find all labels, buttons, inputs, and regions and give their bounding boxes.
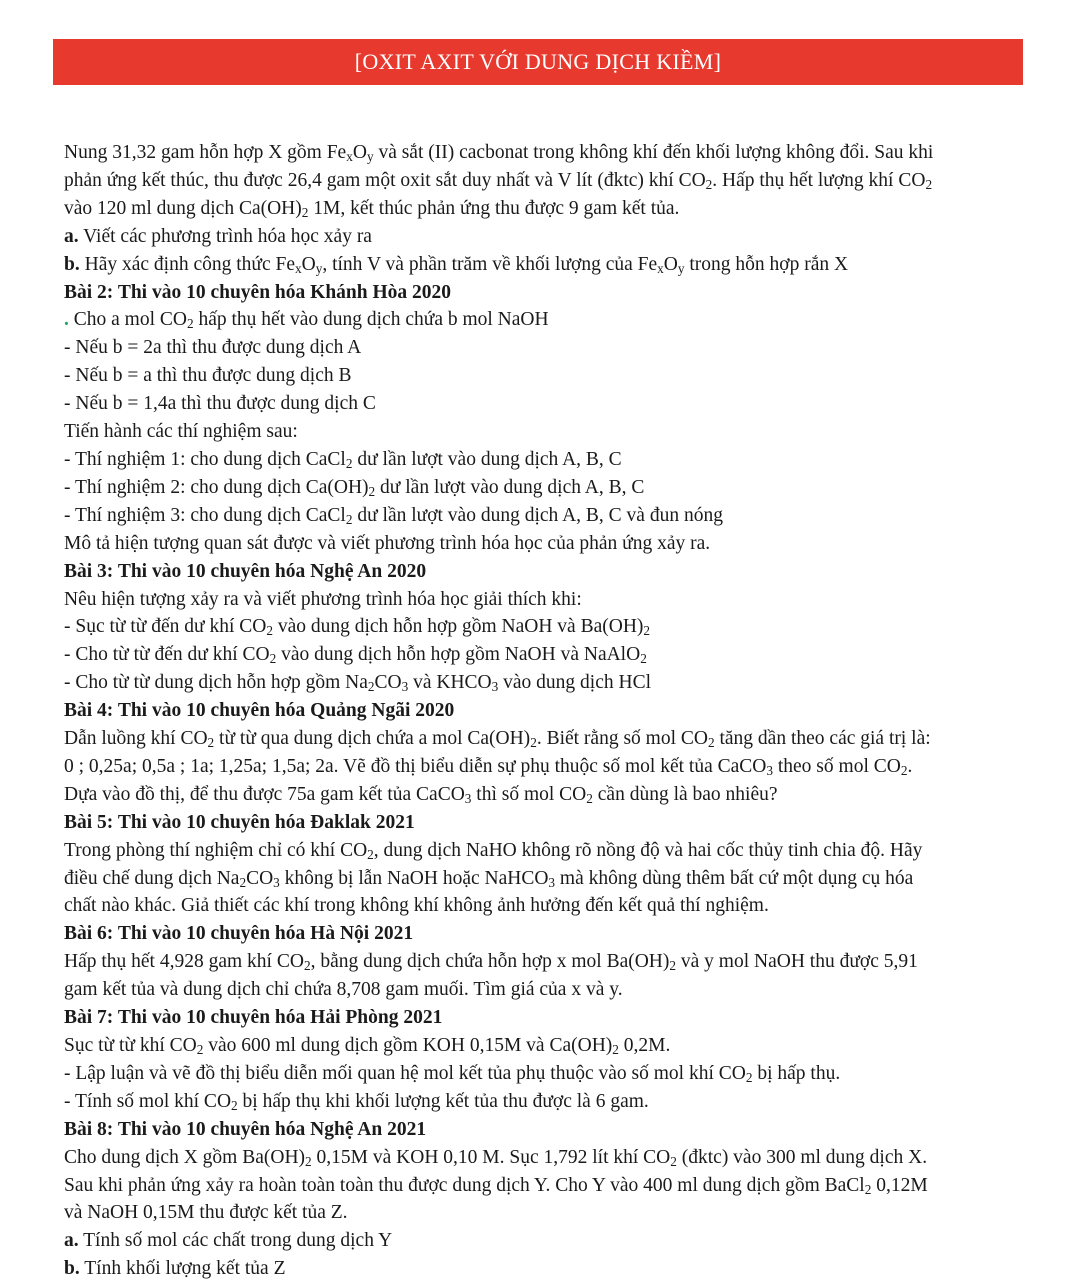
- text-fragment: - Nếu b = 2a thì thu được dung dịch A: [64, 337, 362, 359]
- text-fragment: 0 ; 0,25a; 0,5a ; 1a; 1,25a; 1,5a; 2a. Vẽ đồ thị biểu diễn sự phụ thuộc số mol kết tủa CaCO: [64, 755, 767, 777]
- bold-text: b.: [64, 253, 80, 275]
- subscript: y: [315, 260, 323, 276]
- section-title: [OXIT AXIT VỚI DUNG DỊCH KIỀM]: [354, 49, 722, 74]
- bold-text: b.: [64, 1258, 80, 1280]
- text-line: [64, 195, 1024, 223]
- subscript: 2: [303, 958, 311, 974]
- bold-text: Bài 3: Thi vào 10 chuyên hóa Nghệ An 2020: [64, 560, 427, 582]
- text-fragment: Tính số mol các chất trong dung dịch Y: [78, 1230, 393, 1252]
- text-line: [64, 865, 1024, 893]
- bold-text: a.: [64, 225, 79, 247]
- subscript: y: [677, 260, 685, 276]
- text-line: [64, 223, 1024, 251]
- text-fragment: - Nếu b = 1,4a thì thu được dung dịch C: [64, 393, 376, 415]
- subscript: 2: [207, 734, 215, 750]
- problem-heading: [64, 697, 1024, 725]
- subscript: 2: [266, 623, 273, 639]
- text-line: [64, 613, 1024, 641]
- text-fragment: vào dung dịch hỗn hợp gồm NaOH và NaAlO: [276, 644, 641, 666]
- text-fragment: và sắt (II) cacbonat trong không khí đến khối lượng không đổi. Sau khi: [373, 142, 934, 163]
- text-line: [64, 1172, 1024, 1200]
- text-line: [64, 837, 1024, 865]
- text-fragment: dư lần lượt vào dung dịch A, B, C: [352, 448, 622, 470]
- subscript: 3: [464, 790, 472, 806]
- text-fragment: điều chế dung dịch Na: [64, 867, 240, 889]
- text-fragment: trong hỗn hợp rắn X: [684, 253, 849, 275]
- text-line: [64, 753, 1024, 781]
- text-fragment: Mô tả hiện tượng quan sát được và viết phương trình hóa học của phản ứng xảy ra.: [64, 532, 711, 554]
- text-fragment: , bằng dung dịch chứa hỗn hợp x mol Ba(OH): [310, 951, 670, 973]
- text-line: [64, 502, 1024, 530]
- subscript: 2: [669, 958, 677, 974]
- subscript: 2: [269, 651, 277, 667]
- subscript: 3: [766, 762, 773, 778]
- subscript: 2: [231, 1097, 238, 1113]
- subscript: 3: [491, 679, 499, 695]
- subscript: 3: [548, 874, 556, 890]
- text-line: [64, 306, 1024, 334]
- text-fragment: Cho dung dịch X gồm Ba(OH): [64, 1146, 306, 1168]
- subscript: 2: [745, 1069, 753, 1085]
- text-fragment: từ từ qua dung dịch chứa a mol Ca(OH): [214, 728, 531, 750]
- text-fragment: theo số mol CO: [772, 755, 901, 777]
- text-fragment: . Hấp thụ hết lượng khí CO: [712, 169, 926, 191]
- text-line: [64, 948, 1024, 976]
- text-fragment: .: [907, 755, 913, 777]
- bold-text: Bài 5: Thi vào 10 chuyên hóa Đaklak 2021: [64, 811, 415, 833]
- subscript: 2: [707, 734, 715, 750]
- text-line: [64, 139, 1024, 167]
- text-fragment: - Thí nghiệm 2: cho dung dịch Ca(OH): [64, 476, 369, 498]
- text-line: [64, 641, 1024, 669]
- text-fragment: - Sục từ từ đến dư khí CO: [64, 616, 267, 638]
- text-fragment: - Lập luận và vẽ đồ thị biểu diễn mối quan hệ mol kết tủa phụ thuộc vào số mol khí CO: [64, 1062, 746, 1084]
- text-line: [64, 167, 1024, 195]
- subscript: 2: [367, 846, 374, 862]
- subscript: 2: [345, 511, 353, 527]
- text-line: [64, 1227, 1024, 1255]
- text-fragment: CO: [374, 672, 402, 694]
- text-fragment: - Tính số mol khí CO: [64, 1090, 232, 1112]
- text-fragment: Hấp thụ hết 4,928 gam khí CO: [64, 951, 304, 973]
- text-fragment: vào 600 ml dung dịch gồm KOH 0,15M và Ca(OH): [203, 1035, 613, 1056]
- text-fragment: không bị lẫn NaOH hoặc NaHCO: [279, 867, 549, 889]
- text-line: [64, 251, 1024, 279]
- text-fragment: hấp thụ hết vào dung dịch chứa b mol NaOH: [193, 309, 549, 331]
- text-fragment: 0,12M: [871, 1174, 928, 1196]
- text-fragment: 1M, kết thúc phản ứng thu được 9 gam kết tủa.: [308, 197, 680, 219]
- text-fragment: 0,2M.: [618, 1035, 671, 1056]
- subscript: 2: [368, 483, 376, 499]
- problem-heading: [64, 1004, 1024, 1032]
- text-fragment: tăng dần theo các giá trị là:: [714, 728, 931, 750]
- subscript: x: [346, 148, 353, 164]
- text-line: [64, 1199, 1024, 1227]
- text-fragment: Hãy xác định công thức Fe: [79, 253, 295, 275]
- text-line: [64, 725, 1024, 753]
- text-line: [64, 446, 1024, 474]
- subscript: x: [657, 260, 664, 276]
- bullet-dot: .: [64, 309, 69, 331]
- text-fragment: Nêu hiện tượng xảy ra và viết phương trình hóa học giải thích khi:: [64, 588, 582, 610]
- subscript: 3: [401, 679, 409, 695]
- subscript: 2: [345, 455, 353, 471]
- problem-heading: [64, 558, 1024, 586]
- text-fragment: , dung dịch NaHO không rõ nồng độ và hai cốc thủy tinh chia độ. Hãy: [373, 839, 923, 861]
- problem-heading: [64, 1116, 1024, 1144]
- text-fragment: vào dung dịch HCl: [498, 672, 652, 694]
- text-fragment: Dựa vào đồ thị, để thu được 75a gam kết tủa CaCO: [64, 783, 465, 805]
- bold-text: Bài 6: Thi vào 10 chuyên hóa Hà Nội 2021: [64, 923, 414, 945]
- text-fragment: O: [352, 142, 367, 163]
- subscript: 2: [643, 623, 651, 639]
- text-line: [64, 334, 1024, 362]
- text-line: [64, 976, 1024, 1004]
- text-fragment: vào dung dịch hỗn hợp gồm NaOH và Ba(OH): [272, 616, 644, 638]
- subscript: 2: [586, 790, 593, 806]
- subscript: 2: [705, 176, 713, 192]
- text-fragment: bị hấp thụ khi khối lượng kết tủa thu được là 6 gam.: [237, 1090, 649, 1112]
- text-fragment: . Biết rằng số mol CO: [536, 728, 708, 750]
- text-fragment: - Nếu b = a thì thu được dung dịch B: [64, 365, 352, 387]
- subscript: 2: [305, 1153, 312, 1169]
- text-line: [64, 390, 1024, 418]
- text-fragment: - Thí nghiệm 3: cho dung dịch CaCl: [64, 504, 346, 526]
- subscript: 2: [186, 316, 194, 332]
- text-fragment: và NaOH 0,15M thu được kết tủa Z.: [64, 1202, 348, 1224]
- subscript: 2: [612, 1041, 619, 1057]
- text-line: [64, 669, 1024, 697]
- subscript: 2: [925, 176, 933, 192]
- text-fragment: O: [301, 253, 316, 275]
- subscript: 2: [900, 762, 908, 778]
- text-fragment: , tính V và phần trăm về khối lượng của Fe: [322, 253, 658, 275]
- document-body: [64, 139, 1024, 1283]
- text-fragment: và y mol NaOH thu được 5,91: [676, 951, 918, 973]
- text-fragment: Cho a mol CO: [68, 309, 187, 331]
- text-fragment: Sục từ từ khí CO: [64, 1035, 197, 1056]
- text-fragment: Viết các phương trình hóa học xảy ra: [78, 225, 372, 247]
- text-fragment: - Cho từ từ đến dư khí CO: [64, 644, 270, 666]
- text-fragment: O: [663, 253, 678, 275]
- text-line: [64, 1032, 1024, 1060]
- text-fragment: bị hấp thụ.: [752, 1062, 841, 1084]
- bold-text: Bài 2: Thi vào 10 chuyên hóa Khánh Hòa 2020: [64, 281, 452, 303]
- text-fragment: Sau khi phản ứng xảy ra hoàn toàn toàn thu được dung dịch Y. Cho Y vào 400 ml dung dịch gồm BaCl: [64, 1174, 865, 1196]
- text-line: [64, 1060, 1024, 1088]
- text-line: [64, 474, 1024, 502]
- subscript: 2: [367, 679, 375, 695]
- text-fragment: - Thí nghiệm 1: cho dung dịch CaCl: [64, 448, 346, 470]
- text-fragment: cần dùng là bao nhiêu?: [592, 783, 778, 805]
- subscript: 3: [273, 874, 280, 890]
- text-line: [64, 530, 1024, 558]
- text-fragment: phản ứng kết thúc, thu được 26,4 gam một oxit sắt duy nhất và V lít (đktc) khí CO: [64, 169, 706, 191]
- problem-heading: [64, 920, 1024, 948]
- text-fragment: (đktc) vào 300 ml dung dịch X.: [676, 1146, 928, 1168]
- bold-text: Bài 8: Thi vào 10 chuyên hóa Nghệ An 2021: [64, 1118, 427, 1140]
- subscript: 2: [196, 1041, 204, 1057]
- text-line: [64, 1144, 1024, 1172]
- problem-heading: [64, 279, 1024, 307]
- subscript: 2: [640, 651, 647, 667]
- subscript: x: [295, 260, 302, 276]
- bold-text: Bài 7: Thi vào 10 chuyên hóa Hải Phòng 2021: [64, 1007, 443, 1029]
- text-fragment: và KHCO: [408, 672, 492, 694]
- text-fragment: 0,15M và KOH 0,10 M. Sục 1,792 lít khí CO: [311, 1146, 671, 1168]
- subscript: 2: [530, 734, 537, 750]
- text-fragment: Tiến hành các thí nghiệm sau:: [64, 421, 298, 443]
- text-fragment: dư lần lượt vào dung dịch A, B, C và đun nóng: [352, 504, 723, 526]
- text-fragment: CO: [246, 867, 274, 889]
- text-fragment: gam kết tủa và dung dịch chỉ chứa 8,708 gam muối. Tìm giá của x và y.: [64, 979, 623, 1001]
- text-line: [64, 1088, 1024, 1116]
- section-title-banner: [53, 39, 1023, 85]
- text-line: [64, 362, 1024, 390]
- text-line: [64, 781, 1024, 809]
- text-fragment: mà không dùng thêm bất cứ một dụng cụ hóa: [555, 867, 914, 889]
- bold-text: a.: [64, 1230, 79, 1252]
- bold-text: Bài 4: Thi vào 10 chuyên hóa Quảng Ngãi 2020: [64, 700, 455, 722]
- text-fragment: vào 120 ml dung dịch Ca(OH): [64, 197, 302, 219]
- text-fragment: Nung 31,32 gam hỗn hợp X gồm Fe: [64, 142, 347, 163]
- text-fragment: Trong phòng thí nghiệm chỉ có khí CO: [64, 839, 368, 861]
- text-line: [64, 586, 1024, 614]
- text-fragment: Dẫn luồng khí CO: [64, 728, 208, 750]
- subscript: y: [366, 148, 374, 164]
- text-fragment: chất nào khác. Giả thiết các khí trong không khí không ảnh hưởng đến kết quả thí nghiệm.: [64, 895, 769, 917]
- text-line: [64, 892, 1024, 920]
- text-line: [64, 1255, 1024, 1283]
- subscript: 2: [670, 1153, 677, 1169]
- subscript: 2: [301, 204, 309, 220]
- subscript: 2: [239, 874, 247, 890]
- text-line: [64, 418, 1024, 446]
- problem-heading: [64, 809, 1024, 837]
- subscript: 2: [864, 1181, 872, 1197]
- text-fragment: thì số mol CO: [471, 783, 587, 805]
- text-fragment: - Cho từ từ dung dịch hỗn hợp gồm Na: [64, 672, 368, 694]
- text-fragment: Tính khối lượng kết tủa Z: [79, 1258, 286, 1280]
- text-fragment: dư lần lượt vào dung dịch A, B, C: [375, 476, 645, 498]
